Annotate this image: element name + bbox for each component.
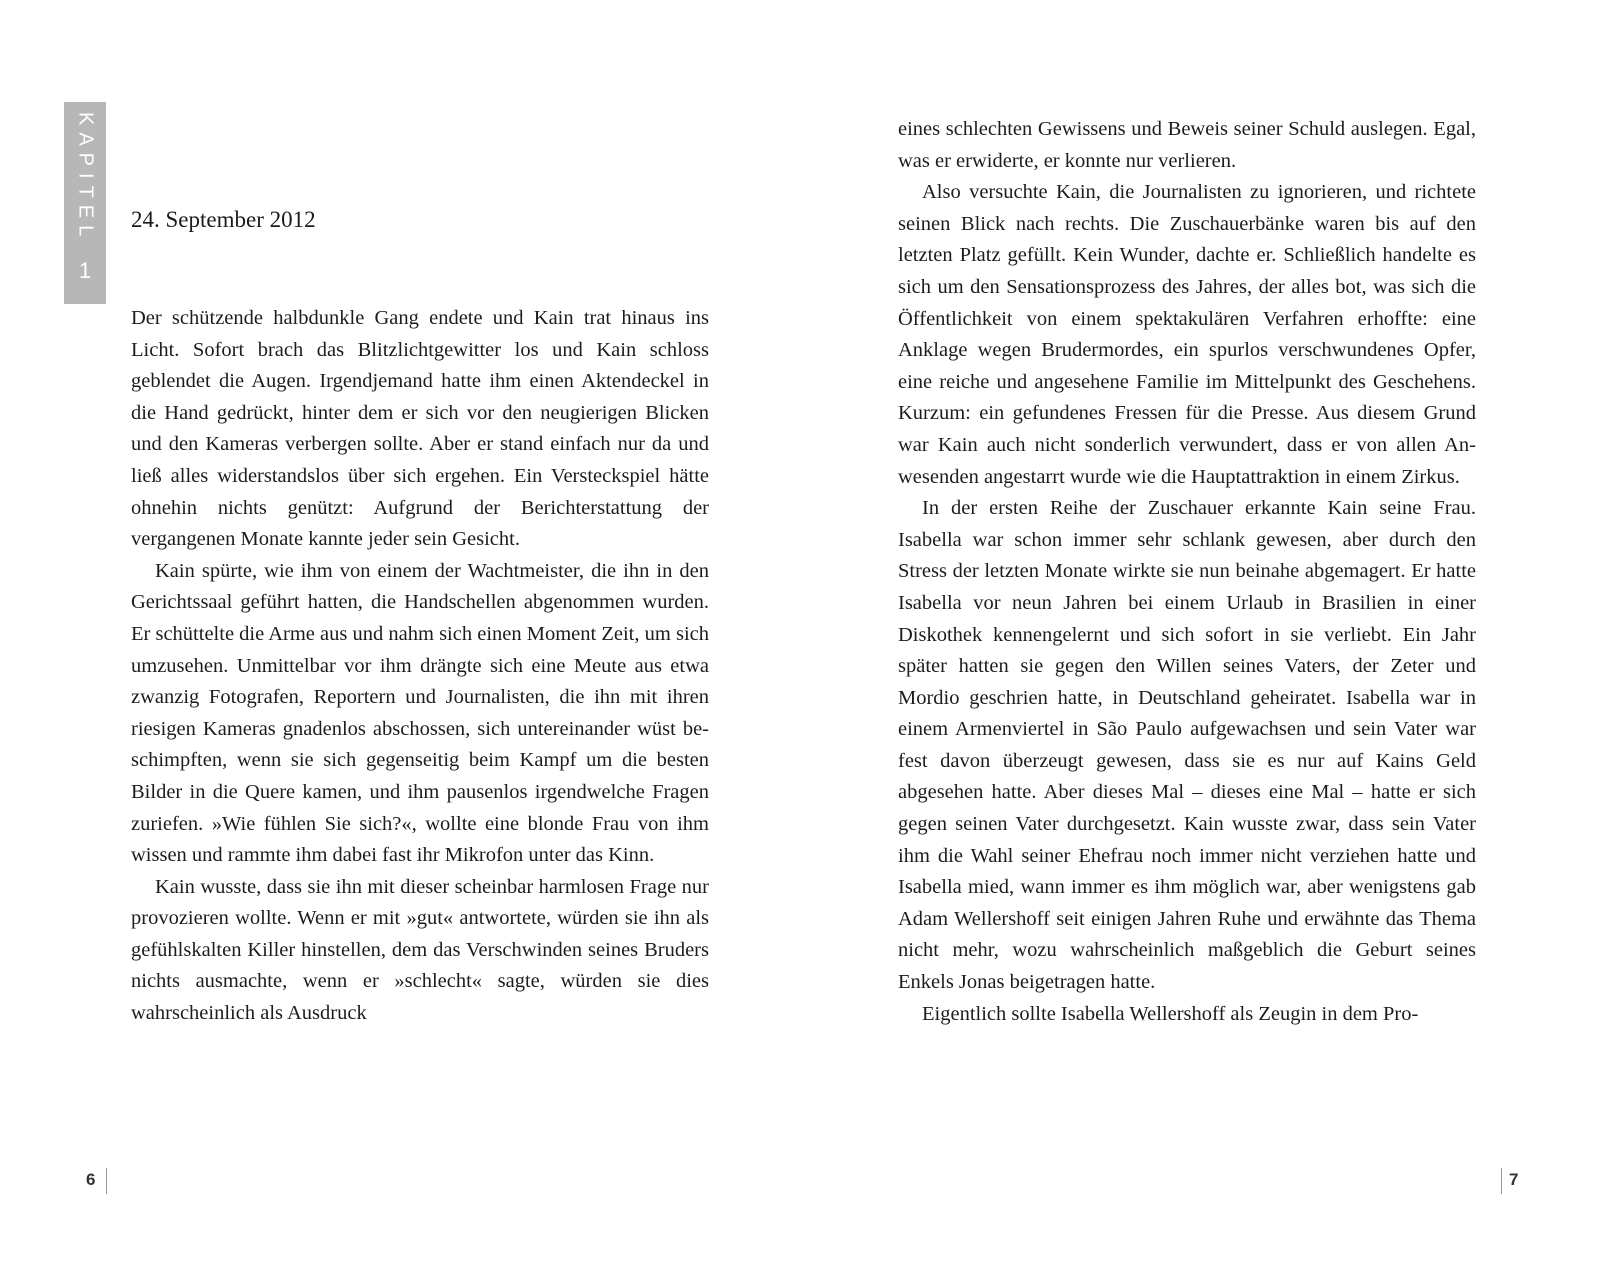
- page-number-left: 6: [86, 1170, 96, 1189]
- paragraph: In der ersten Reihe der Zuschauer erkannte Kain seine Frau. Isabella war schon immer sehr schlank gewesen, aber durch den Stress der letzten Monate wirkte sie nun beinahe abgemagert. Er hatte Isabella vor neun Jahren bei einem Urlaub in Brasilien in einer Diskothek kennengelernt und sich sofort in sie verliebt. Ein Jahr später hatten sie gegen den Willen seines Vaters, der Zeter und Mordio geschrien hatte, in Deutschland geheiratet. Isabella war in einem Armenviertel in São Paulo aufgewachsen und sein Vater war fest davon überzeugt gewesen, dass sie es nur auf Kains Geld abgesehen hatte. Aber dieses Mal – dieses eine Mal – hatte er sich gegen seinen Vater durchgesetzt. Kain wusste zwar, dass sein Vater ihm die Wahl seiner Ehefrau noch immer nicht verziehen hatte und Isabella mied, wann immer es ihm möglich war, aber wenigstens gab Adam Wellershoff seit einigen Jahren Ruhe und erwähnte das Thema nicht mehr, wozu wahrscheinlich maßgeblich die Geburt seines Enkels Jonas beigetragen hatte.: [898, 497, 1476, 994]
- paragraph: Also versuchte Kain, die Journalisten zu ignorieren, und richtete seinen Blick nach rechts. Die Zuschauerbänke waren bis auf den letzten Platz gefüllt. Kein Wunder, dachte er. Schließlich handelte es sich um den Sensationsprozess des Jahres, der alles bot, was sich die Öffentlichkeit von einem spektakulären Verfahren erhoffte: eine Anklage wegen Brudermordes, ein spurlos verschwundenes Opfer, eine reiche und angesehene Familie im Mittelpunkt des Geschehens. Kurzum: ein gefundenes Fressen für die Presse. Aus diesem Grund war Kain auch nicht sonderlich verwundert, dass er von allen Anwesenden angestarrt wurde wie die Hauptattraktion in einem Zirkus.: [898, 181, 1476, 488]
- paragraph: eines schlechten Gewissens und Beweis seiner Schuld auslegen. Egal, was er erwiderte, er konnte nur verlieren.: [898, 118, 1476, 172]
- right-page-text: [898, 114, 1476, 1030]
- date-heading: 24. September 2012: [131, 207, 316, 232]
- chapter-label-text: KAPITEL: [74, 112, 97, 244]
- paragraph: Eigentlich sollte Isabella Wellershoff als Zeugin in dem Pro-: [922, 1002, 1419, 1025]
- folio-divider-right: [1501, 1168, 1502, 1194]
- paragraph: Kain wusste, dass sie ihn mit dieser scheinbar harmlosen Frage nur provozieren wollte. Wenn er mit »gut« antwortete, würden sie ihn als gefühlskalten Killer hinstellen, dem das Verschwinden seines Bruders nichts ausmachte, wenn er »schlecht« sagte, würden sie dies wahrscheinlich als Ausdruck: [131, 875, 709, 1025]
- paragraph: Kain spürte, wie ihm von einem der Wachtmeister, die ihn in den Gerichtssaal geführt hatten, die Handschellen abgenommen wurden. Er schüttelte die Arme aus und nahm sich einen Moment Zeit, um sich umzusehen. Unmittelbar vor ihm drängte sich eine Meute aus etwa zwanzig Fotografen, Reportern und Journalisten, die ihn mit ihren riesigen Kameras gnadenlos abschossen, sich untereinander wüst beschimpften, wenn sie sich gegenseitig beim Kampf um die besten Bilder in die Quere kamen, und ihm pausenlos irgendwelche Fragen zuriefen. »Wie fühlen Sie sich?«, wollte eine blonde Frau von ihm wissen und rammte ihm dabei fast ihr Mikrofon unter das Kinn.: [131, 559, 709, 867]
- folio-divider-left: [106, 1168, 107, 1194]
- page-number-right: 7: [1509, 1170, 1519, 1189]
- left-page-text: [131, 303, 709, 1030]
- chapter-number: 1: [78, 258, 92, 283]
- chapter-label: [64, 112, 106, 244]
- paragraph: Der schützende halbdunkle Gang endete und Kain trat hinaus ins Licht. Sofort brach das Blitzlichtgewitter los und Kain schloss geblendet die Augen. Irgendjemand hatte ihm einen Aktendeckel in die Hand gedrückt, hinter dem er sich vor den neugierigen Blicken und den Kameras verbergen sollte. Aber er stand einfach nur da und ließ alles widerstandslos über sich ergehen. Ein Versteckspiel hätte ohnehin nichts genützt: Aufgrund der Berichterstattung der vergangenen Monate kannte jeder sein Gesicht.: [131, 307, 709, 551]
